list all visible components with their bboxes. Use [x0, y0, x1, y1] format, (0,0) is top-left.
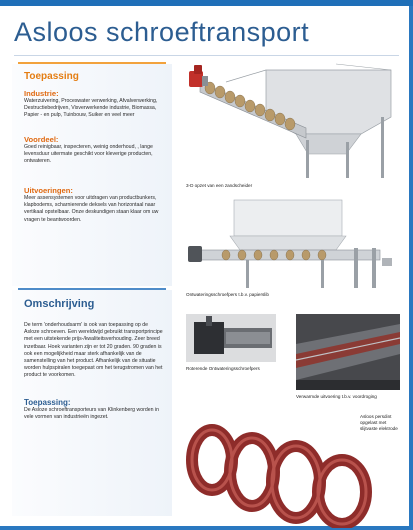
zandscheider-image [186, 62, 398, 180]
uitvoeringen-heading: Uitvoeringen: [24, 186, 73, 195]
verwarmde-uitvoering-image [296, 314, 400, 390]
caption-roterende: Roterende Ontwateringsschroefpers [186, 366, 260, 371]
omschrijving-heading: Omschrijving [24, 298, 95, 310]
uitvoeringen-text: Meer assensystemen voor uitdragen van productbunkers, klapbodems, scharnierende deksels van horizontaal naar vertikaal opstelbaar. Onze deskundigen staan klaar om uw vragen te beantwoorden. [24, 195, 159, 223]
toepassing-sub-text: De Asloze schroeftransporteurs van Klinkenberg worden in vele vormen van industrieën ingezet. [24, 407, 159, 421]
omschrijving-text: De term 'onderhoudsarm' is ook van toepassing op de Asloze schroeven. Een wereldwijd gebruikt transportprincipe met een uitstekende prijs-/kwaliteitsverhouding. Zeer breed inzetbaar. Hoek varianten zijn er tot 20 graden. 90 graden is ook een mogelijkheid maar sterk afhankelijk van de samenstelling van het product. Afhankelijk van de situatie worden hulpspiralen toegepast om het terugstromen van het product te voorkomen. [24, 322, 163, 379]
title-divider [14, 55, 399, 56]
caption-papierslib: Ontwateringsschroefpers t.b.v. papierslib [186, 292, 269, 297]
toepassing-heading: Toepassing [24, 71, 79, 82]
toepassing-sub-heading: Toepassing: [24, 398, 71, 407]
caption-zandscheider: 3-D opzet van een zandscheider [186, 183, 253, 188]
right-border [409, 6, 413, 530]
toepassing-section [18, 62, 166, 286]
top-accent-bar [0, 0, 413, 6]
voordeel-heading: Voordeel: [24, 135, 59, 144]
industrie-heading: Industrie: [24, 89, 59, 98]
page-title: Asloos schroeftransport [14, 17, 310, 47]
voordeel-text: Goed reinigbaar, inspecteren, weinig onderhoud, , lange levensduur uitermate geschikt voor kleverige producten, ontwateren. [24, 144, 153, 165]
caption-asloos-persdint: Asloos persdint opgelast met slijtvaste elektrode [360, 414, 398, 431]
asloze-spiraal-image [184, 416, 376, 528]
roterende-pers-image [186, 314, 276, 362]
omschrijving-section [18, 288, 166, 516]
industrie-text: Waterzuivering, Proceswater verwerking, Afvalverwerking, Destructiebedrijven, Visverwerkende industrie, Biomassa, Papier - en pulp, Tuinbouw, Suiker en veel meer [24, 98, 158, 119]
ontwateringsschroefpers-image [186, 198, 398, 290]
caption-verwarmde: Verwarmde uitvoering t.b.v. voordroging [296, 394, 377, 399]
